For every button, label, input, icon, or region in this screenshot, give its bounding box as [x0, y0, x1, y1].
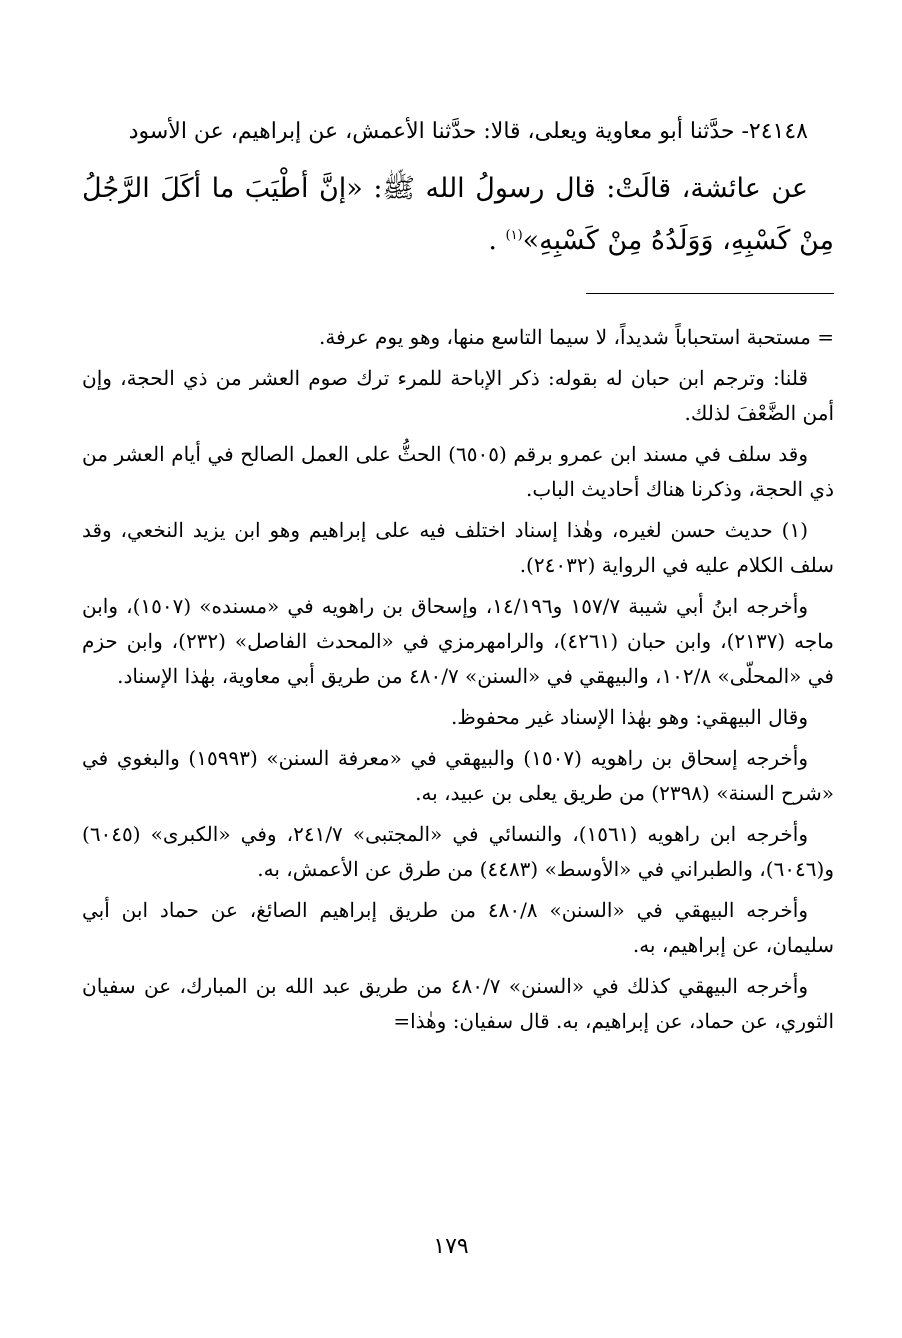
- hadith-matn: [82, 163, 834, 267]
- page-number: ١٧٩: [433, 1234, 469, 1259]
- footnote-paragraph: وأخرجه إسحاق بن راهويه (١٥٠٧) والبيهقي في «معرفة السنن» (١٥٩٩٣) والبغوي في «شرح السنة» (٢٣٩٨) من طريق يعلى بن عبيد، به.: [82, 746, 834, 805]
- footnote-paragraph: وقد سلف في مسند ابن عمرو برقم (٦٥٠٥) الحثُّ على العمل الصالح في أيام العشر من ذي الحجة، وذكرنا هناك أحاديث الباب.: [82, 442, 834, 501]
- hadith-matn-end: .: [488, 225, 506, 256]
- footnote-paragraph: (١) حديث حسن لغيره، وهٰذا إسناد اختلف فيه على إبراهيم وهو ابن يزيد النخعي، وقد سلف الكلام عليه في الرواية (٢٤٠٣٢).: [82, 518, 834, 577]
- footnote-paragraph: قلنا: وترجم ابن حبان له بقوله: ذكر الإباحة للمرء ترك صوم العشر من ذي الحجة، وإن أمن الضَّعْفَ لذلك.: [82, 366, 834, 425]
- footnote-separator: [586, 293, 834, 294]
- page-body: [82, 110, 834, 1045]
- footnote-paragraph: وأخرجه ابنُ أبي شيبة ١٥٧/٧ و١٤/١٩٦، وإسحاق بن راهويه في «مسنده» (١٥٠٧)، وابن ماجه (٢١٣٧)، وابن حبان (٤٢٦١)، والرامهرمزي في «المحدث الفاصل» (٢٣٢)، وابن حزم في «المحلّى» ١٠٢/٨، والبيهقي في «السنن» ٤٨٠/٧ من طريق أبي معاوية، بهٰذا الإسناد.: [82, 594, 834, 688]
- footnotes: [82, 320, 834, 1039]
- footnote-paragraph: وأخرجه البيهقي كذلك في «السنن» ٤٨٠/٧ من طريق عبد الله بن المبارك، عن سفيان الثوري، عن حماد، عن إبراهيم، به. قال سفيان: وهٰذا=: [82, 974, 834, 1033]
- footnote-paragraph: وأخرجه البيهقي في «السنن» ٤٨٠/٨ من طريق إبراهيم الصائغ، عن حماد ابن أبي سليمان، عن إبراهيم، به.: [82, 898, 834, 957]
- hadith-isnad: ٢٤١٤٨- حدَّثنا أبو معاوية ويعلى، قالا: حدَّثنا الأعمش، عن إبراهيم، عن الأسود: [128, 119, 808, 144]
- footnote-paragraph: وأخرجه ابن راهويه (١٥٦١)، والنسائي في «المجتبى» ٢٤١/٧، وفي «الكبرى» (٦٠٤٥) و(٦٠٤٦)، والطبراني في «الأوسط» (٤٤٨٣) من طرق عن الأعمش، به.: [82, 822, 834, 881]
- footnote-marker: (١): [505, 228, 523, 243]
- footnote-paragraph: = مستحبة استحباباً شديداً، لا سيما التاسع منها، وهو يوم عرفة.: [319, 325, 834, 349]
- hadith-matn-text: عن عائشة، قالَتْ: قال رسولُ الله ﷺ: «إنَّ أطْيَبَ ما أكَلَ الرَّجُلُ مِنْ كَسْبِهِ، وَوَلَدُهُ مِنْ كَسْبِهِ»: [82, 173, 834, 256]
- footnote-paragraph: وقال البيهقي: وهو بهٰذا الإسناد غير محفوظ.: [450, 705, 808, 729]
